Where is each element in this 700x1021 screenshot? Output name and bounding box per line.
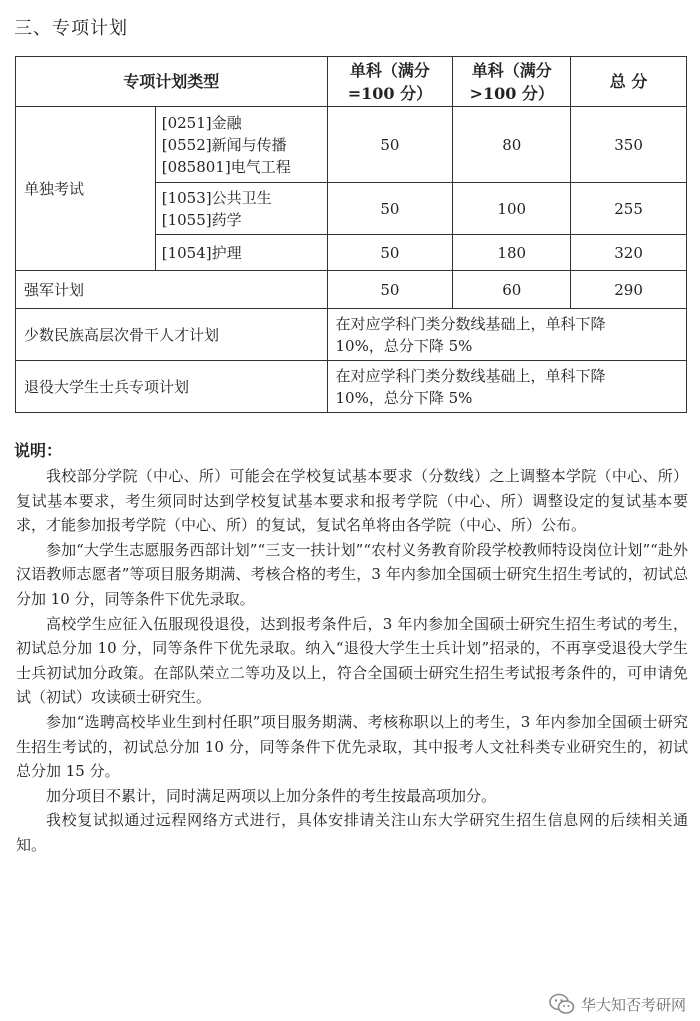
single-over100-value: 180: [453, 235, 571, 271]
header-single-100-line1: 单科（满分: [349, 60, 430, 80]
explain-paragraph: 参加“大学生志愿服务西部计划”“三支一扶计划”“农村义务教育阶段学校教师特设岗位计划”“赴外汉语教师志愿者”等项目服务期满、考核合格的考生，3 年内参加全国硕士研究生招生考试的，初试总分加 10 分，同等条件下优先录取。: [16, 540, 688, 608]
explain-paragraph: 参加“选聘高校毕业生到村任职”项目服务期满、考核称职以上的考生，3 年内参加全国硕士研究生招生考试的，初试总分加 10 分，同等条件下优先录取，其中报考人文社科类专业研究生的，初试总分加 15 分。: [16, 712, 688, 781]
subject-list: [155, 183, 327, 235]
table-row: [16, 361, 687, 413]
explain-title: 说明：: [14, 441, 63, 460]
single-100-value: 50: [327, 235, 453, 271]
subject-list: [155, 235, 327, 271]
single-100-value: 50: [327, 271, 453, 309]
single-over100-value: 100: [453, 183, 571, 235]
header-single-100-line2: =100 分）: [347, 83, 433, 103]
note-line: 10%，总分下降 5%: [335, 388, 473, 407]
table-row: [16, 309, 687, 361]
veteran-plan-label: 退役大学生士兵专项计划: [16, 361, 328, 413]
single-over100-value: 60: [453, 271, 571, 309]
veteran-plan-note: [327, 361, 686, 413]
minority-plan-label: 少数民族高层次骨干人才计划: [16, 309, 328, 361]
header-total: 总 分: [571, 57, 687, 107]
header-single-over100: [453, 57, 571, 107]
table-row: [16, 107, 687, 183]
header-single-over100-line2: >100 分）: [469, 83, 554, 103]
subject-item: [1054]护理: [161, 243, 242, 262]
single-100-value: 50: [327, 107, 453, 183]
independent-exam-label: 单独考试: [16, 107, 156, 271]
subject-item: [0552]新闻与传播: [161, 135, 287, 154]
total-value: 350: [571, 107, 687, 183]
wechat-icon: [549, 993, 575, 1015]
note-line: 在对应学科门类分数线基础上，单科下降: [335, 366, 606, 385]
note-line: 10%，总分下降 5%: [335, 336, 473, 355]
minority-plan-note: [327, 309, 686, 361]
subject-item: [0251]金融: [161, 113, 242, 132]
table-header-row: [16, 57, 687, 107]
explain-paragraph: 我校复试拟通过远程网络方式进行，具体安排请关注山东大学研究生招生信息网的后续相关通知。: [16, 811, 688, 854]
subject-item: [085801]电气工程: [161, 157, 291, 176]
explain-paragraph: 高校学生应征入伍服现役退役，达到报考条件后，3 年内参加全国硕士研究生招生考试的考生，初试总分加 10 分，同等条件下优先录取。纳入“退役大学生士兵计划”招录的，不再享受退役大学生士兵初试加分政策。在部队荣立二等功及以上，符合全国硕士研究生招生考试报考条件的，可申请免试（初试）攻读硕士研究生。: [16, 614, 688, 707]
section-title: 三、专项计划: [14, 18, 128, 39]
subject-list: [155, 107, 327, 183]
total-value: 290: [571, 271, 687, 309]
watermark: [549, 993, 686, 1015]
special-plan-table: [15, 56, 687, 413]
explain-paragraph: 我校部分学院（中心、所）可能会在学校复试基本要求（分数线）之上调整本学院（中心、所）复试基本要求，考生须同时达到学校复试基本要求和报考学院（中心、所）调整设定的复试基本要求，才能参加报考学院（中心、所）的复试，复试名单将由各学院（中心、所）公布。: [16, 467, 688, 535]
subject-item: [1055]药学: [161, 210, 242, 229]
single-over100-value: 80: [453, 107, 571, 183]
watermark-text: 华大知否考研网: [580, 995, 686, 1014]
explain-body: [16, 464, 688, 858]
total-value: 255: [571, 183, 687, 235]
header-single-over100-line1: 单科（满分: [471, 60, 552, 80]
note-line: 在对应学科门类分数线基础上，单科下降: [335, 314, 606, 333]
table-row: [16, 271, 687, 309]
subject-item: [1053]公共卫生: [161, 188, 272, 207]
explain-paragraph: 加分项目不累计，同时满足两项以上加分条件的考生按最高项加分。: [46, 786, 497, 805]
single-100-value: 50: [327, 183, 453, 235]
qiangjun-plan-label: 强军计划: [16, 271, 328, 309]
total-value: 320: [571, 235, 687, 271]
header-single-100: [327, 57, 453, 107]
header-plan-type: 专项计划类型: [16, 57, 328, 107]
